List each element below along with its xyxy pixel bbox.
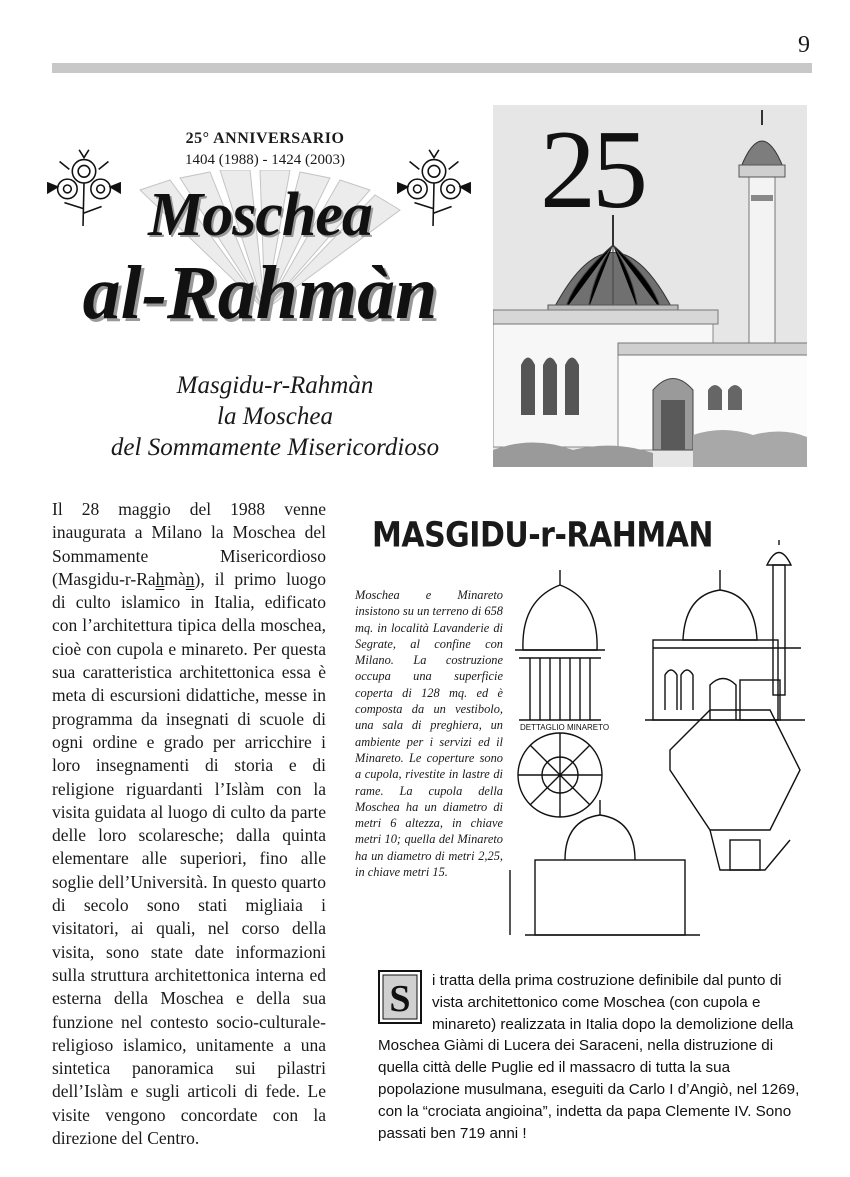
photo-anniversary-number: 25 xyxy=(540,108,644,232)
body-text-underlined: n xyxy=(185,568,195,589)
header-rule xyxy=(52,63,812,73)
inset-heading: MASGIDU-r-RAHMAN xyxy=(372,515,714,556)
history-note-box xyxy=(378,970,808,1158)
subtitle-line-2: la Moschea xyxy=(217,403,333,430)
title-line-1: Moschea xyxy=(148,181,372,249)
body-text-part: mà xyxy=(164,568,186,589)
title-line-2: al-Rahmàn xyxy=(82,251,438,335)
anniversary-label: 25° ANNIVERSARIO xyxy=(185,130,345,147)
body-text-underlined: h xyxy=(155,568,165,589)
page-number: 9 xyxy=(798,32,810,58)
article-body xyxy=(52,498,326,1150)
history-note xyxy=(378,970,808,1144)
dropcap-letter: S xyxy=(389,978,411,1020)
dropcap-ornament-icon xyxy=(378,970,422,1024)
anniversary-years: 1404 (1988) - 1424 (2003) xyxy=(185,152,345,168)
body-text-part: Il 28 maggio del 1988 venne inaugurata a Milano la Moschea del Sommamente Misericordioso (Masgidu-r-Ra xyxy=(52,499,326,589)
body-text-part: ), il primo luogo di culto islamico in Italia, edificato con l’architettura tipica della moschea, cioè con cupola e minareto. Per questa sua caratteristica architettonica essa è meta di escursioni didattiche, messe in programma da insegnati di scuole di ogni ordine e grado per arricchire i loro insegnamenti di storia e di religione riguardanti l’Islàm con la visita guidata al luogo di culto da parte delle loro scolaresche; dalla quinta elementare alle superiori, fino alle soglie dell’Università. In questo quarto di secolo sono stati migliaia i visitatori, ai quali, nel corso della visita, sono state date informazioni sulla struttura architettonica interna ed esterna della Moschea e della sua funzione nel contesto socio-culturale-religioso islamico, unitamente a una sintetica panoramica sui pilastri dell’Islàm e sugli articoli di fede. Le visite vengono concordate con la direzione del Centro. xyxy=(52,568,326,1149)
history-note-text: i tratta della prima costruzione definibile dal punto di vista architettonico come Moschea (con cupola e minareto) realizzata in Italia dopo la demolizione della Moschea Giàmi di Lucera dei Saraceni, nella distruzione di quella città delle Puglie ed il massacro di tutta la sua popolazione musulmana, eseguiti da Carlo I d’Angiò, nel 1269, con la “crociata angioina”, indetta da papa Clemente IV. Sono passati ben 719 anni ! xyxy=(378,972,800,1142)
subtitle-line-1: Masgidu-r-Rahmàn xyxy=(176,372,374,399)
drawing-label: DETTAGLIO MINARETO xyxy=(520,723,610,732)
subtitle-line-3: del Sommamente Misericordioso xyxy=(110,434,440,461)
architectural-drawings xyxy=(505,540,810,950)
inset-caption: Moschea e Minareto insistono su un terreno di 658 mq. in località Lavanderie di Segrate, al confine con Milano. La costruzione occupa una superficie coperta di 128 mq. ed è composta da un vestibolo, una sala di preghiera, un ambiente per i servizi ed il Minareto. Le coperture sono a cupola, rivestite in lastre di rame. La cupola della Moschea ha un diametro di metri 6 altezza, in chiave metri 10; quella del Minareto ha un diametro di metri 2,25, in chiave metri 15. xyxy=(355,588,503,880)
